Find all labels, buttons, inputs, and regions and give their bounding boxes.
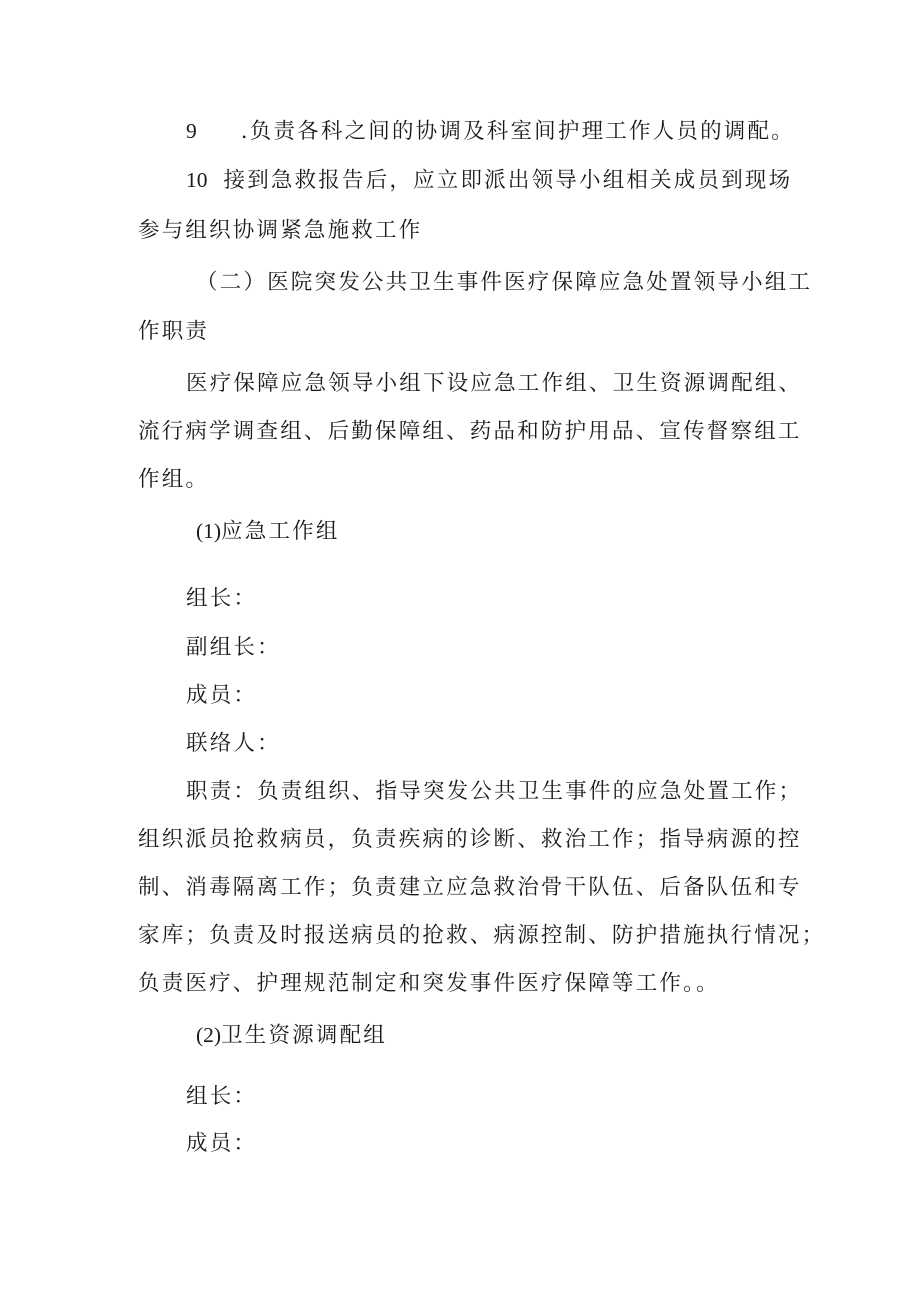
group1-leader: 组长：	[186, 586, 258, 611]
group2-members: 成员：	[186, 1131, 258, 1156]
item-9-text: .负责各科之间的协调及科室间护理工作人员的调配。	[240, 119, 795, 144]
group1-title-num: (1)	[196, 519, 222, 543]
section-intro-line2: 流行病学调查组、后勤保障组、药品和防护用品、宣传督察组工	[138, 419, 802, 444]
section-intro-line3: 作组。	[138, 467, 210, 492]
group1-duty-line5: 负责医疗、护理规范制定和突发事件医疗保障等工作。。	[138, 971, 720, 996]
section-intro-line1: 医疗保障应急领导小组下设应急工作组、卫生资源调配组、	[186, 371, 803, 396]
group2-title-num: (2)	[196, 1023, 222, 1047]
group2-leader: 组长：	[186, 1084, 258, 1109]
item-9	[186, 121, 795, 143]
section-heading-line2: 作职责	[138, 319, 210, 344]
group1-title-text: 应急工作组	[221, 519, 340, 544]
group1-duty-line1: 职责：负责组织、指导突发公共卫生事件的应急处置工作；	[186, 779, 803, 804]
group1-duty-line4: 家库；负责及时报送病员的抢救、病源控制、防护措施执行情况；	[138, 923, 826, 948]
group2-title	[196, 1025, 387, 1047]
group1-duty-line2: 组织派员抢救病员，负责疾病的诊断、救治工作；指导病源的控	[138, 827, 802, 852]
group1-title	[196, 521, 340, 543]
item-10-line2: 参与组织协调紧急施救工作	[138, 218, 423, 243]
item-10-line1: 接到急救报告后，应立即派出领导小组相关成员到现场	[223, 168, 793, 193]
section-heading-line1: （二）医院突发公共卫生事件医疗保障应急处置领导小组工	[196, 270, 813, 295]
item-9-number: 9	[186, 119, 197, 143]
group1-duty-line3: 制、消毒隔离工作；负责建立应急救治骨干队伍、后备队伍和专	[138, 875, 802, 900]
group1-members: 成员：	[186, 683, 258, 708]
group2-title-text: 卫生资源调配组	[221, 1023, 387, 1048]
item-10	[186, 170, 792, 192]
group1-contact: 联络人：	[186, 731, 281, 756]
group1-deputy: 副组长：	[186, 635, 281, 660]
item-10-number: 10	[186, 168, 208, 192]
